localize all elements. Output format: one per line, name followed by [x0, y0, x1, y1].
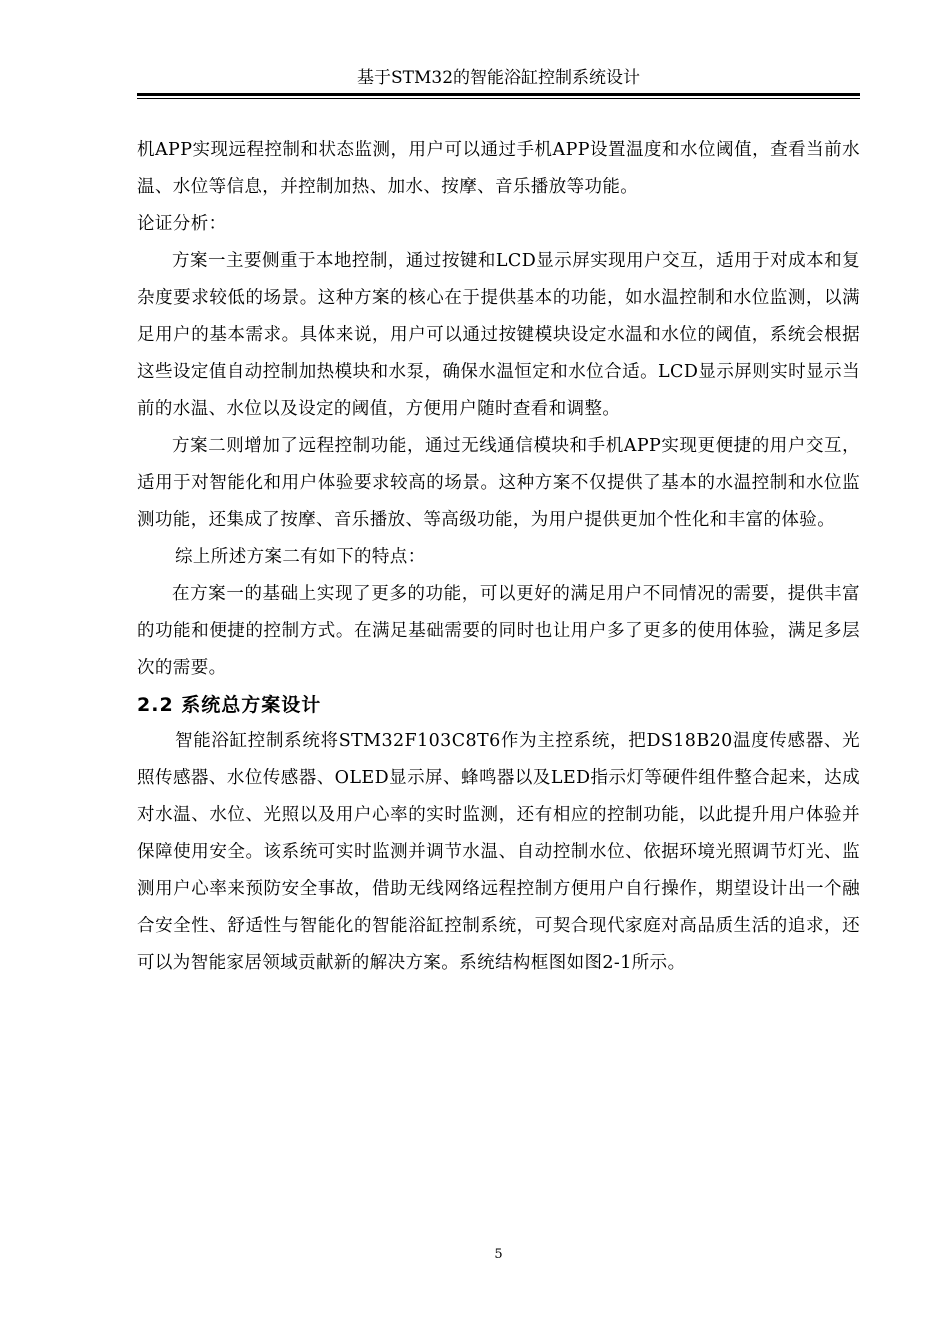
paragraph-analysis-label: 论证分析：: [137, 214, 227, 234]
header-rule-thin: [137, 98, 860, 99]
paragraph-plan-two: 方案二则增加了远程控制功能，通过无线通信模块和手机APP实现更便捷的用户交互，适用于对智能化和用户体验要求较高的场景。这种方案不仅提供了基本的水温控制和水位监测功能，还集成了按摩、音乐播放、等高级功能，为用户提供更加个性化和丰富的体验。: [137, 436, 860, 530]
running-header: 基于STM32的智能浴缸控制系统设计: [356, 68, 641, 88]
header-rule-thick: [137, 93, 860, 96]
paragraph-summary-label: 综上所述方案二有如下的特点：: [175, 547, 426, 567]
paragraph-system-design: 智能浴缸控制系统将STM32F103C8T6作为主控系统，把DS18B20温度传感器、光照传感器、水位传感器、OLED显示屏、蜂鸣器以及LED指示灯等硬件组件整合起来，达成对水温、水位、光照以及用户心率的实时监测，还有相应的控制功能，以此提升用户体验并保障使用安全。该系统可实时监测并调节水温、自动控制水位、依据环境光照调节灯光、监测用户心率来预防安全事故，借助无线网络远程控制方便用户自行操作，期望设计出一个融合安全性、舒适性与智能化的智能浴缸控制系统，可契合现代家庭对高品质生活的追求，还可以为智能家居领域贡献新的解决方案。系统结构框图如图2-1所示。: [137, 731, 860, 973]
page-body: [137, 132, 860, 982]
paragraph-plan-one: 方案一主要侧重于本地控制，通过按键和LCD显示屏实现用户交互，适用于对成本和复杂度要求较低的场景。这种方案的核心在于提供基本的功能，如水温控制和水位监测，以满足用户的基本需求。具体来说，用户可以通过按键模块设定水温和水位的阈值，系统会根据这些设定值自动控制加热模块和水泵，确保水温恒定和水位合适。LCD显示屏则实时显示当前的水温、水位以及设定的阈值，方便用户随时查看和调整。: [137, 251, 860, 419]
section-heading: 2.2 系统总方案设计: [137, 694, 322, 716]
paragraph-continuation: 机APP实现远程控制和状态监测，用户可以通过手机APP设置温度和水位阈值，查看当前水温、水位等信息，并控制加热、加水、按摩、音乐播放等功能。: [137, 140, 860, 197]
paragraph-summary: 在方案一的基础上实现了更多的功能，可以更好的满足用户不同情况的需要，提供丰富的功能和便捷的控制方式。在满足基础需要的同时也让用户多了更多的使用体验，满足多层次的需要。: [137, 584, 860, 678]
page-number: 5: [494, 1247, 503, 1262]
